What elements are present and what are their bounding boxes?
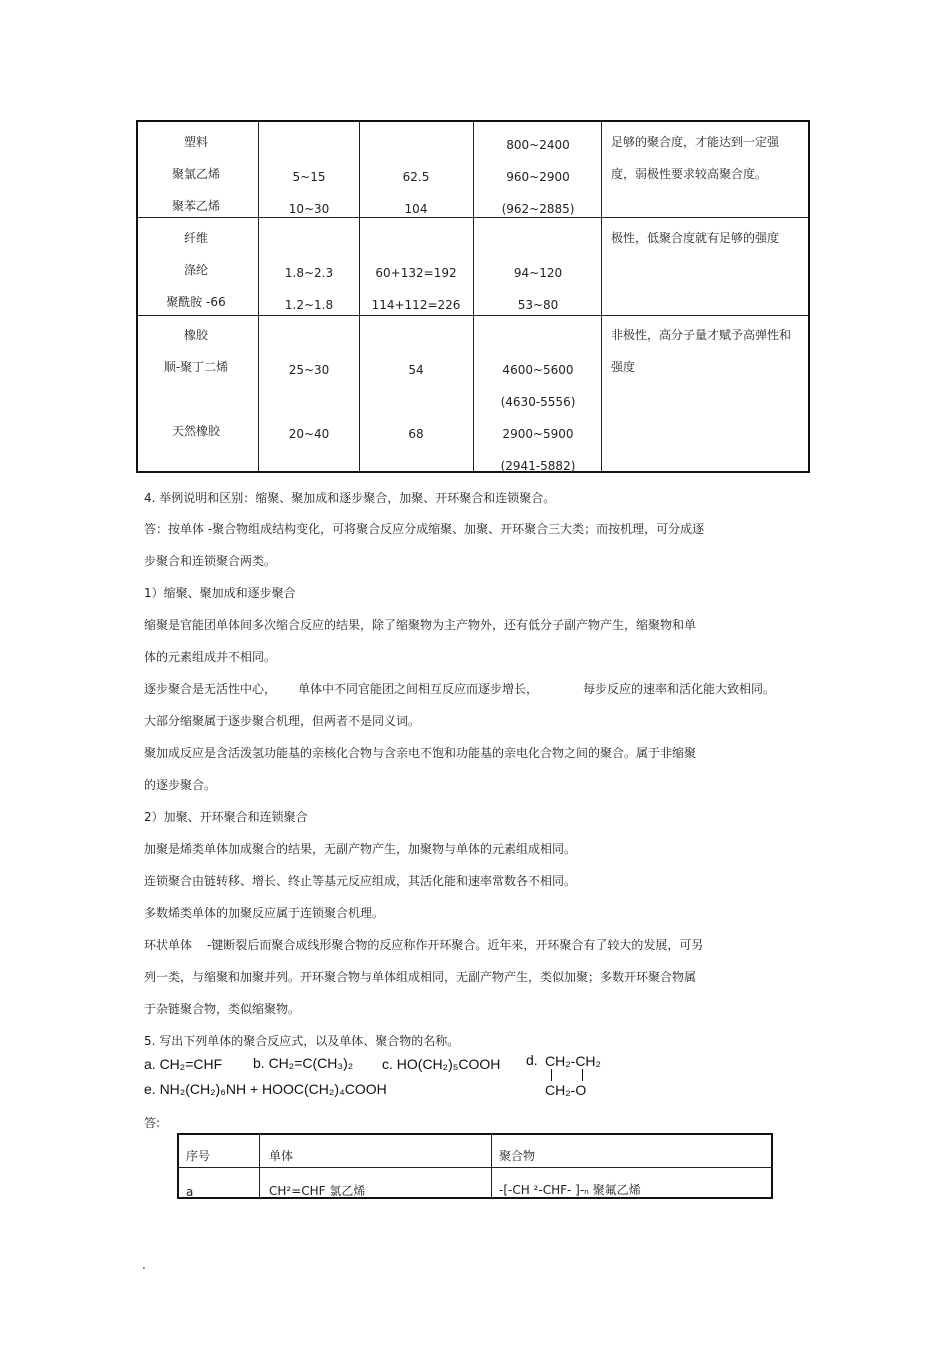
table-cell: 聚酰胺 -66: [166, 295, 226, 309]
paragraph: -键断裂后而聚合成线形聚合物的反应称作开环聚合。近年来，开环聚合有了较大的发展，可另: [207, 938, 704, 952]
table-cell: 94~120: [513, 266, 563, 280]
header-polymer: 聚合物: [499, 1149, 536, 1163]
table-cell: 5~15: [292, 170, 326, 184]
table-cell: 聚苯乙烯: [171, 199, 221, 213]
table-divider: [601, 122, 602, 471]
paragraph: 聚加成反应是含活泼氢功能基的亲核化合物与含亲电不饱和功能基的亲电化合物之间的聚合。属于非缩聚: [144, 746, 697, 760]
page-marker: .: [142, 1258, 146, 1272]
table-cell: 4600~5600: [502, 363, 574, 377]
table-cell: 聚氯乙烯: [171, 167, 221, 181]
monomer-d-label: d.: [526, 1052, 538, 1068]
table-cell: (962~2885): [501, 202, 575, 216]
table-divider: [473, 122, 474, 471]
table-cell: 25~30: [288, 363, 330, 377]
paragraph: 环状单体: [144, 938, 193, 952]
monomer-e: e. NH₂(CH₂)₆NH + HOOC(CH₂)₄COOH: [144, 1081, 387, 1097]
paragraph: 于杂链聚合物，类似缩聚物。: [144, 1002, 301, 1016]
header-index: 序号: [186, 1149, 211, 1163]
table-divider: [258, 122, 259, 471]
monomer-b: b. CH₂=C(CH₃)₂: [253, 1055, 354, 1071]
header-monomer: 单体: [269, 1149, 294, 1163]
table-cell: 纤维: [183, 231, 209, 245]
table-divider: [138, 217, 808, 218]
table-cell: (2941-5882): [500, 459, 576, 473]
table-note: 足够的聚合度，才能达到一定强度，弱极性要求较高聚合度。: [611, 135, 780, 181]
monomer-d-bottom: CH₂-O: [545, 1082, 587, 1098]
section-heading: 2）加聚、开环聚合和连锁聚合: [144, 810, 308, 824]
table-cell: 104: [404, 202, 428, 216]
table-cell: 顺-聚丁二烯: [163, 360, 229, 374]
paragraph: 逐步聚合是无活性中心，: [144, 682, 277, 696]
answer-label: 答:: [144, 1116, 161, 1130]
row-polymer: -[-CH ²-CHF- ]-ₙ 聚氟乙烯: [499, 1183, 641, 1197]
paragraph: 体的元素组成并不相同。: [144, 650, 277, 664]
table-cell: 800~2400: [506, 138, 570, 152]
table-cell: 53~80: [517, 298, 559, 312]
properties-table: [136, 120, 810, 473]
monomer-d-top: CH₂-CH₂: [545, 1053, 601, 1069]
table-cell: 68: [408, 427, 424, 441]
question-4: 4. 举例说明和区别：缩聚、聚加成和逐步聚合，加聚、开环聚合和连锁聚合。: [144, 491, 556, 505]
monomer-c: c. HO(CH₂)₅COOH: [382, 1056, 501, 1072]
section-heading: 1）缩聚、聚加成和逐步聚合: [144, 586, 296, 600]
paragraph: 每步反应的速率和活化能大致相同。: [583, 682, 776, 696]
table-cell: 960~2900: [506, 170, 570, 184]
bond-line: [551, 1069, 552, 1081]
table-divider: [359, 122, 360, 471]
table-cell: 62.5: [402, 170, 430, 184]
paragraph: 加聚是烯类单体加成聚合的结果，无副产物产生，加聚物与单体的元素组成相同。: [144, 842, 577, 856]
monomer-a: a. CH₂=CHF: [144, 1056, 223, 1072]
paragraph: 步聚合和连锁聚合两类。: [144, 554, 277, 568]
paragraph: 多数烯类单体的加聚反应属于连锁聚合机理。: [144, 906, 385, 920]
table-note: 极性，低聚合度就有足够的强度: [611, 231, 780, 245]
paragraph: 大部分缩聚属于逐步聚合机理，但两者不是同义词。: [144, 714, 421, 728]
table-divider: [179, 1167, 771, 1168]
question-5: 5. 写出下列单体的聚合反应式，以及单体、聚合物的名称。: [144, 1034, 460, 1048]
table-cell: 橡胶: [183, 328, 209, 342]
table-cell: 涤纶: [183, 263, 209, 277]
table-divider: [138, 315, 808, 316]
table-divider: [259, 1135, 260, 1197]
table-cell: 1.2~1.8: [284, 298, 334, 312]
row-index: a: [186, 1185, 194, 1199]
paragraph: 单体中不同官能团之间相互反应而逐步增长，: [298, 682, 539, 696]
table-cell: 114+112=226: [371, 298, 461, 312]
table-divider: [491, 1135, 492, 1197]
table-note: 非极性，高分子量才赋予高弹性和强度: [611, 328, 792, 374]
table-cell: 1.8~2.3: [284, 266, 334, 280]
paragraph: 列一类，与缩聚和加聚并列。开环聚合物与单体组成相同，无副产物产生，类似加聚；多数开环聚合物属: [144, 970, 697, 984]
table-cell: 天然橡胶: [171, 424, 221, 438]
table-cell: 60+132=192: [375, 266, 457, 280]
bond-line: [582, 1069, 583, 1081]
paragraph: 缩聚是官能团单体间多次缩合反应的结果，除了缩聚物为主产物外，还有低分子副产物产生，缩聚物和单: [144, 618, 697, 632]
table-cell: (4630-5556): [500, 395, 576, 409]
row-monomer: CH²=CHF 氯乙烯: [269, 1184, 366, 1198]
table-cell: 20~40: [288, 427, 330, 441]
table-cell: 10~30: [288, 202, 330, 216]
paragraph: 连锁聚合由链转移、增长、终止等基元反应组成，其活化能和速率常数各不相同。: [144, 874, 577, 888]
monomer-polymer-table: [177, 1133, 773, 1199]
table-cell: 2900~5900: [502, 427, 574, 441]
paragraph: 的逐步聚合。: [144, 778, 217, 792]
paragraph: 答：按单体 -聚合物组成结构变化，可将聚合反应分成缩聚、加聚、开环聚合三大类；而按机理，可分成逐: [144, 522, 705, 536]
table-cell: 54: [408, 363, 424, 377]
table-cell: 塑料: [183, 135, 209, 149]
